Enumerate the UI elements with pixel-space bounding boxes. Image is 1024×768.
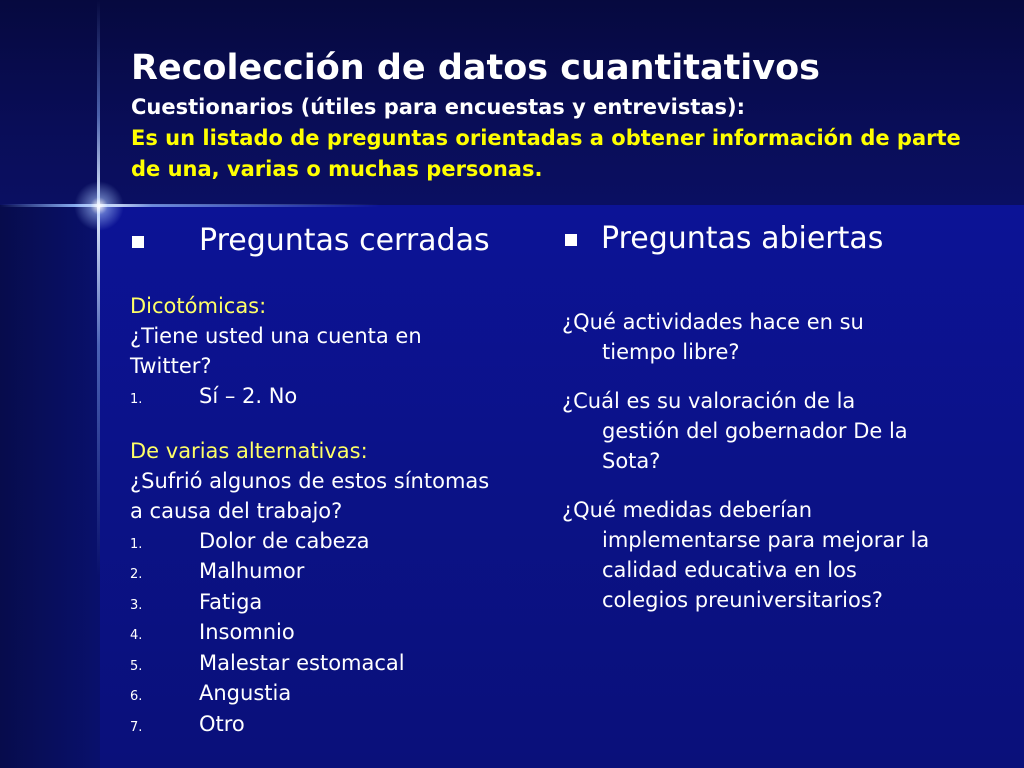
list-text: Sí – 2. No xyxy=(199,384,298,408)
question-line: calidad educativa en los xyxy=(602,558,857,582)
list-text: Dolor de cabeza xyxy=(199,528,370,553)
question-line: ¿Qué actividades hace en su xyxy=(562,310,864,334)
sparkle-star-icon xyxy=(74,181,124,231)
question-line: Sota? xyxy=(602,449,661,473)
list-item xyxy=(130,617,530,648)
list-item xyxy=(130,678,530,709)
slide-definition: Es un listado de preguntas orientadas a obtener información de parte de una, varias o muchas personas. xyxy=(131,126,961,181)
question-text: Twitter? xyxy=(130,354,212,378)
question-text: ¿Sufrió algunos de estos síntomas xyxy=(130,468,490,493)
open-questions-column xyxy=(562,307,982,634)
question-text: a causa del trabajo? xyxy=(130,498,343,523)
list-number: 4. xyxy=(130,628,143,643)
list-item xyxy=(130,709,530,740)
list-text: Fatiga xyxy=(199,589,263,614)
sparkle-vertical-ray xyxy=(97,0,100,768)
open-question xyxy=(562,386,982,476)
list-number: 5. xyxy=(130,658,143,674)
heading-preguntas-abiertas xyxy=(565,219,884,259)
list-item xyxy=(130,556,530,587)
section-label-varias-alternativas: De varias alternativas: xyxy=(130,438,368,463)
list-number: 2. xyxy=(130,567,143,582)
list-text: Angustia xyxy=(199,681,292,705)
list-number: 1. xyxy=(130,392,143,407)
open-question xyxy=(562,495,982,615)
question-line: ¿Cuál es su valoración de la xyxy=(562,389,856,413)
heading-label: Preguntas cerradas xyxy=(199,223,490,258)
list-item xyxy=(130,587,530,618)
list-number: 3. xyxy=(130,597,143,613)
list-number: 7. xyxy=(130,719,143,735)
question-line: implementarse para mejorar la xyxy=(602,528,930,552)
question-line: colegios preuniversitarios? xyxy=(602,588,883,612)
list-number: 1. xyxy=(130,536,143,552)
slide-title: Recolección de datos cuantitativos xyxy=(131,48,820,88)
closed-questions-column xyxy=(130,291,530,739)
list-item xyxy=(130,648,530,679)
question-line: gestión del gobernador De la xyxy=(602,419,908,443)
list-text: Insomnio xyxy=(199,620,295,644)
question-line: ¿Qué medidas deberían xyxy=(562,498,813,522)
square-bullet-icon xyxy=(132,236,144,248)
question-line: tiempo libre? xyxy=(602,340,740,364)
heading-preguntas-cerradas xyxy=(132,221,490,261)
slide-subtitle: Cuestionarios (útiles para encuestas y entrevistas): xyxy=(131,95,746,119)
sparkle-horizontal-ray xyxy=(0,204,380,207)
open-question xyxy=(562,307,982,367)
list-item xyxy=(130,526,530,557)
left-strip xyxy=(0,205,100,768)
list-text: Malhumor xyxy=(199,559,305,583)
list-text: Otro xyxy=(199,711,245,736)
question-text: ¿Tiene usted una cuenta en xyxy=(130,324,422,348)
list-text: Malestar estomacal xyxy=(199,650,405,675)
square-bullet-icon xyxy=(565,234,577,246)
section-label-dicotomicas: Dicotómicas: xyxy=(130,294,267,318)
heading-label: Preguntas abiertas xyxy=(601,221,884,256)
list-number: 6. xyxy=(130,689,143,704)
list-item xyxy=(130,381,530,412)
